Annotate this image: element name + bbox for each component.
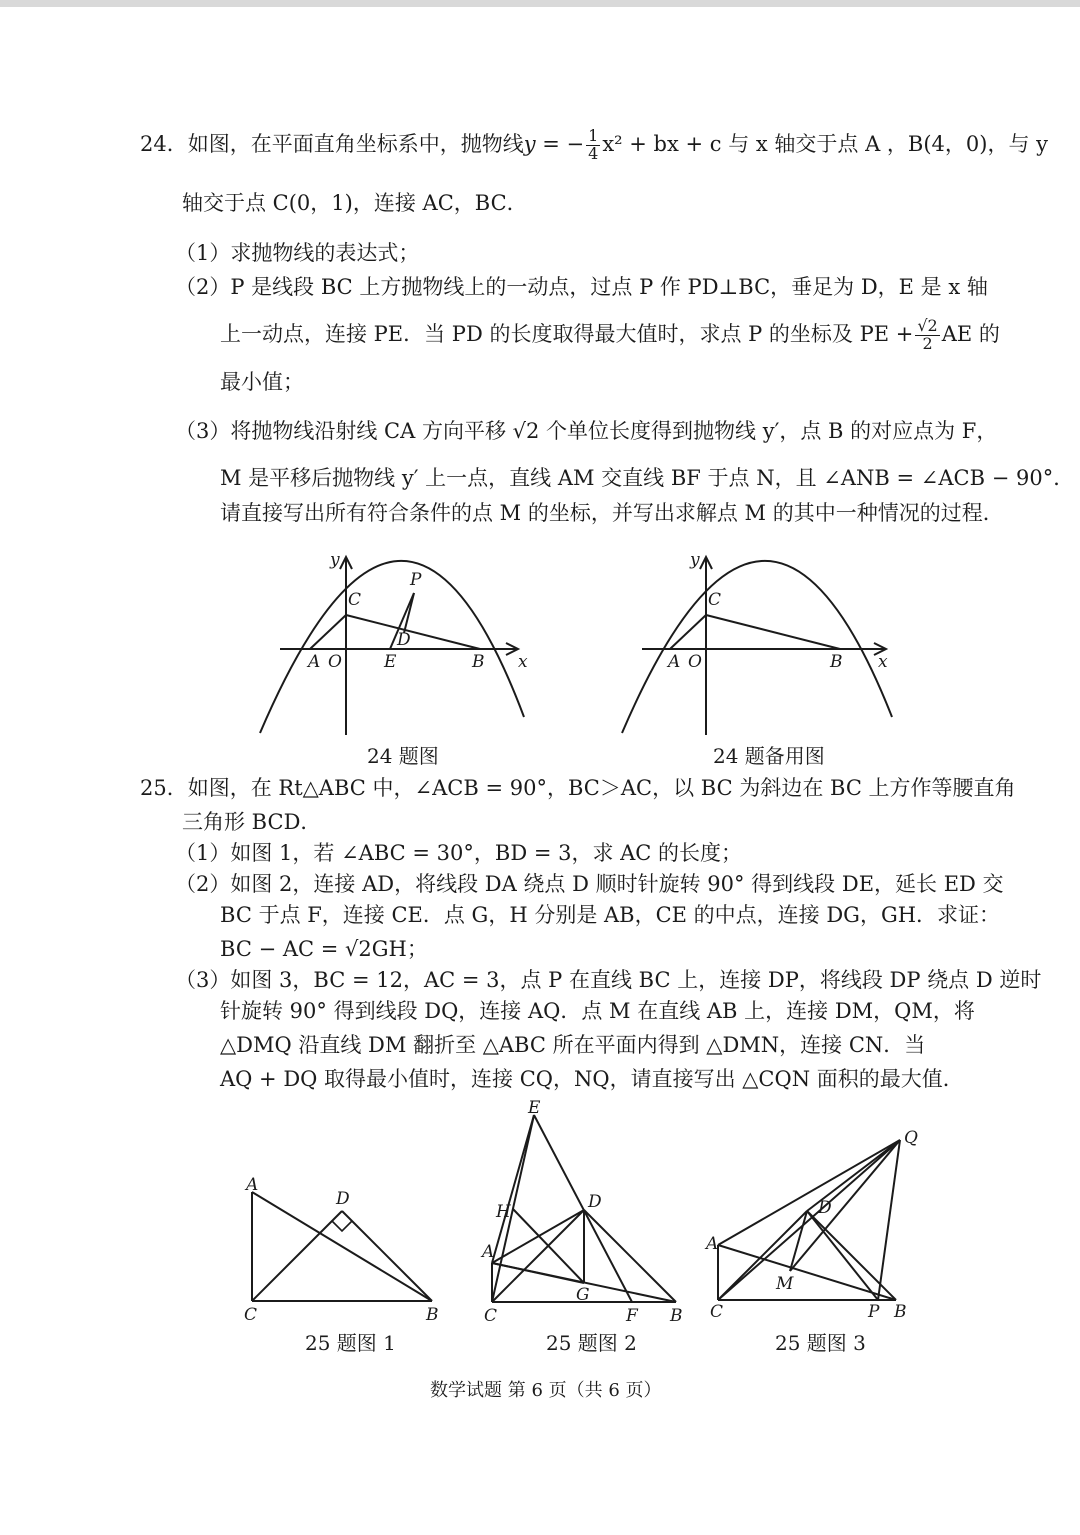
label-a: A <box>246 1175 259 1195</box>
label-b: B <box>472 652 485 672</box>
parabola <box>260 561 524 733</box>
segment-qm <box>790 1140 900 1271</box>
side-db <box>342 1211 432 1301</box>
q25-figure-2-caption: 25 题图 2 <box>546 1331 637 1355</box>
q24-line1-y: y = − <box>523 131 585 156</box>
label-m: M <box>776 1274 794 1294</box>
q25-sub2-line3: BC − AC = √2GH； <box>220 937 428 961</box>
q25-sub3-line1: （3）如图 3，BC = 12，AC = 3，点 P 在直线 BC 上，连接 DP，将线段 DP 绕点 D 逆时 <box>175 968 1042 992</box>
label-d: D <box>588 1192 602 1212</box>
q24-figure-caption: 24 题图 <box>367 744 439 768</box>
segment-bc <box>706 615 840 649</box>
q24-sub2-line2-end: AE 的 <box>941 321 1000 346</box>
segment-qp <box>878 1140 900 1300</box>
segment-bc <box>346 615 480 649</box>
label-f: F <box>626 1306 638 1326</box>
q25-figure-3-caption: 25 题图 3 <box>775 1331 866 1355</box>
label-e: E <box>528 1098 541 1118</box>
q24-sub3-line2: M 是平移后抛物线 y′ 上一点，直线 AM 交直线 BF 于点 N，且 ∠ANB = ∠ACB − 90°． <box>220 466 1075 490</box>
page-footer: 数学试题 第 6 页（共 6 页） <box>430 1380 662 1401</box>
q24-line1 <box>140 128 1048 163</box>
q25-sub1: （1）如图 1，若 ∠ABC = 30°，BD = 3，求 AC 的长度； <box>175 841 743 865</box>
label-d: D <box>818 1198 832 1218</box>
q24-sub2-line2-start: 上一动点，连接 PE．当 PD 的长度取得最大值时，求点 P 的坐标及 PE + <box>220 321 914 346</box>
q24-sub2-fraction <box>915 318 939 353</box>
segment-ae <box>492 1115 534 1263</box>
label-y: y <box>690 550 700 570</box>
label-d: D <box>336 1189 350 1209</box>
label-a: A <box>668 652 681 672</box>
label-a: A <box>308 652 321 672</box>
q24-sub1: （1）求抛物线的表达式； <box>175 241 420 265</box>
label-c: C <box>708 590 722 610</box>
q24-spare-figure <box>612 545 902 745</box>
q25-figure-1-caption: 25 题图 1 <box>305 1331 396 1355</box>
q24-sub2-line1: （2）P 是线段 BC 上方抛物线上的一动点，过点 P 作 PD⊥BC，垂足为 D，E 是 x 轴 <box>175 275 988 299</box>
q24-sub3-line3: 请直接写出所有符合条件的点 M 的坐标，并写出求解点 M 的其中一种情况的过程． <box>220 501 1004 525</box>
label-b: B <box>426 1305 439 1325</box>
top-edge-bar <box>0 0 1080 7</box>
q25-sub3-line2: 针旋转 90° 得到线段 DQ，连接 AQ．点 M 在直线 AB 上，连接 DM，QM，将 <box>220 999 975 1023</box>
segment-ag <box>492 1263 584 1283</box>
label-c: C <box>244 1305 258 1325</box>
segment-ac <box>670 615 706 649</box>
label-q: Q <box>904 1128 918 1148</box>
q24-figure <box>250 545 540 745</box>
q24-line2: 轴交于点 C(0，1)，连接 AC，BC． <box>182 191 528 215</box>
q24-frac-num: 1 <box>588 126 599 145</box>
q24-sub3-line1: （3）将抛物线沿射线 CA 方向平移 √2 个单位长度得到抛物线 y′，点 B 的对应点为 F， <box>175 419 998 443</box>
q24-sub2-line2 <box>220 318 1000 353</box>
label-d: D <box>397 630 411 650</box>
parabola <box>622 561 892 733</box>
side-db <box>584 1210 676 1302</box>
label-y: y <box>330 550 340 570</box>
q24-line1-end: x² + bx + c 与 x 轴交于点 A ，B(4，0)，与 y <box>602 131 1048 156</box>
label-x: x <box>878 652 888 672</box>
q25-sub3-line4: AQ + DQ 取得最小值时，连接 CQ，NQ，请直接写出 △CQN 面积的最大值． <box>220 1067 964 1091</box>
side-cd <box>252 1211 342 1301</box>
label-e: E <box>384 652 397 672</box>
label-h: H <box>496 1202 511 1222</box>
segment-dp <box>807 1211 878 1300</box>
label-g: G <box>576 1285 590 1305</box>
label-a: A <box>706 1234 719 1254</box>
q24-sub2-frac-num: √2 <box>917 316 938 335</box>
label-a: A <box>482 1242 495 1262</box>
label-c: C <box>484 1306 498 1326</box>
q25-figure-2 <box>478 1097 688 1332</box>
label-c: C <box>348 590 362 610</box>
label-p: P <box>868 1302 880 1322</box>
q25-line1: 25．如图，在 Rt△ABC 中，∠ACB = 90°，BC＞AC，以 BC 为斜边在 BC 上方作等腰直角 <box>140 776 1016 800</box>
q24-spare-figure-caption: 24 题备用图 <box>713 744 825 768</box>
segment-ac <box>310 615 346 649</box>
q25-figure-3 <box>700 1125 930 1325</box>
q25-figure-1 <box>240 1170 450 1330</box>
label-b: B <box>830 652 843 672</box>
label-b: B <box>894 1302 907 1322</box>
right-angle-mark <box>332 1221 352 1231</box>
q25-sub3-line3: △DMQ 沿直线 DM 翻折至 △ABC 所在平面内得到 △DMN，连接 CN．当 <box>220 1033 926 1057</box>
q24-sub2-line3: 最小值； <box>220 370 304 394</box>
label-x: x <box>518 652 528 672</box>
segment-aq <box>718 1140 900 1245</box>
label-b: B <box>670 1306 683 1326</box>
q24-fraction <box>586 128 600 163</box>
label-o: O <box>688 652 702 672</box>
label-p: P <box>410 570 422 590</box>
q25-sub2-line1: （2）如图 2，连接 AD，将线段 DA 绕点 D 顺时针旋转 90° 得到线段 DE，延长 ED 交 <box>175 872 1004 896</box>
q24-frac-den: 4 <box>588 143 599 163</box>
label-o: O <box>328 652 342 672</box>
q24-line1-start: 24．如图，在平面直角坐标系中，抛物线 <box>140 131 524 156</box>
q24-sub2-frac-den: 2 <box>922 333 933 353</box>
q25-sub2-line2: BC 于点 F，连接 CE．点 G，H 分别是 AB，CE 的中点，连接 DG，GH．求证： <box>220 903 1001 927</box>
q25-line2: 三角形 BCD． <box>182 810 322 834</box>
label-c: C <box>710 1302 724 1322</box>
